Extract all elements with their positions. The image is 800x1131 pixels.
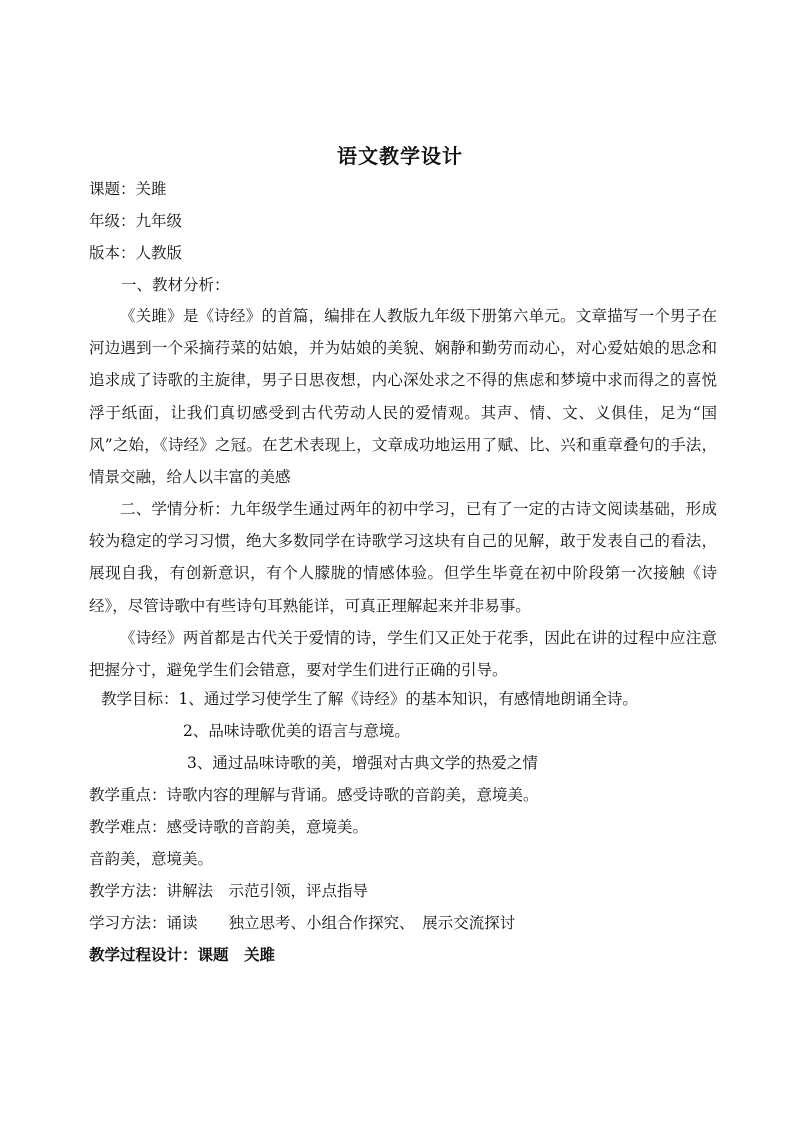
teaching-goal-3: 3、通过品味诗歌的美，增强对古典文学的热爱之情 (187, 754, 538, 772)
section1-paragraph: 《关雎》是《诗经》的首篇，编排在人教版九年级下册第六单元。文章描写一个男子在河边遇到一个采摘荇菜的姑娘，并为姑娘的美貌、娴静和勤劳而动心，对心爱姑娘的思念和追求成了诗歌的主旋律，男子日思夜想，内心深处求之不得的焦虑和梦境中求而得之的喜悦浮于纸面，让我们真切感受到古代劳动人民的爱情观。其声、情、文、义俱佳，足为“国风”之始，《诗经》之冠。在艺术表现上，文章成功地运用了赋、比、兴和重章叠句的手法，情景交融，给人以丰富的美感 (89, 307, 717, 487)
teaching-goal-1: 教学目标：1、通过学习使学生了解《诗经》的基本知识，有感情地朗诵全诗。 (101, 690, 638, 708)
teaching-methods-line: 教学方法：讲解法 示范引领，评点指导 (89, 882, 369, 900)
process-heading: 教学过程设计：课题 关雎 (89, 946, 276, 964)
edition-line: 版本：人教版 (89, 244, 183, 262)
lesson-line: 课题：关雎 (89, 180, 167, 198)
section2-paragraph: 二、学情分析：九年级学生通过两年的初中学习，已有了一定的古诗文阅读基础，形成较为稳定的学习习惯，绝大多数同学在诗歌学习这块有自己的见解，敢于发表自己的看法，展现自我，有创新意识，有个人朦胧的情感体验。但学生毕竟在初中阶段第一次接触《诗经》，尽管诗歌中有些诗句耳熟能详，可真正理解起来并非易事。 (89, 500, 717, 615)
extra-line: 音韵美，意境美。 (89, 850, 214, 868)
difficulties-line: 教学难点：感受诗歌的音韵美，意境美。 (89, 818, 369, 836)
learning-methods-line: 学习方法：诵读 独立思考、小组合作探究、 展示交流探讨 (89, 914, 516, 932)
section2-note-paragraph: 《诗经》两首都是古代关于爱情的诗，学生们又正处于花季，因此在讲的过程中应注意把握分寸，避免学生们会错意，要对学生们进行正确的引导。 (89, 629, 717, 680)
key-points-line: 教学重点：诗歌内容的理解与背诵。感受诗歌的音韵美，意境美。 (89, 786, 539, 804)
grade-line: 年级：九年级 (89, 212, 183, 230)
document-title: 语文教学设计 (337, 144, 463, 168)
teaching-goal-2: 2、品味诗歌优美的语言与意境。 (183, 722, 410, 740)
section1-heading: 一、教材分析： (121, 276, 230, 294)
